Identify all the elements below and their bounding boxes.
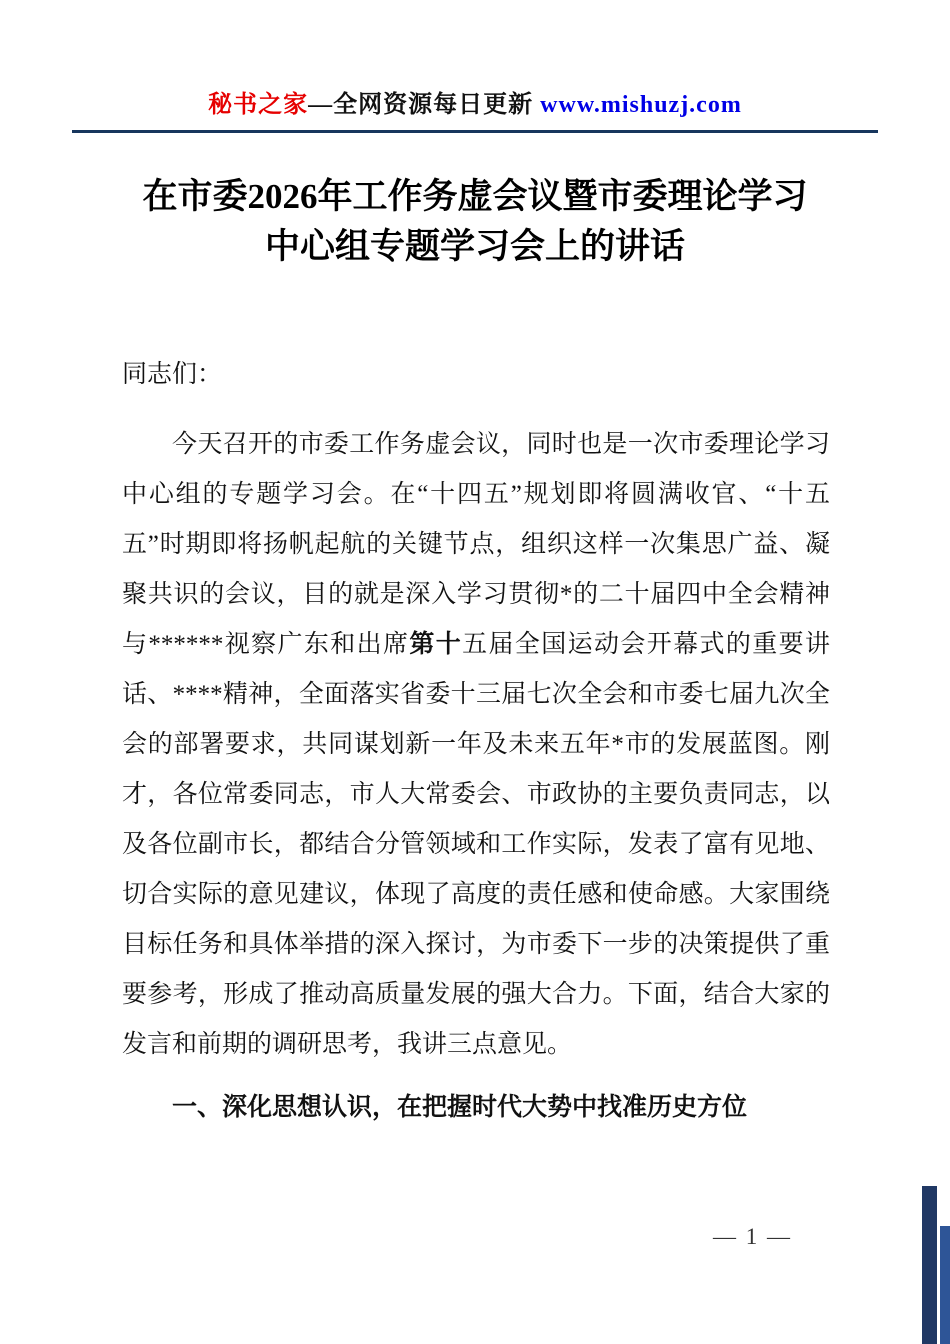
site-tagline: —全网资源每日更新 <box>308 92 541 118</box>
header-divider <box>72 130 878 133</box>
section-heading-1: 一、深化思想认识，在把握时代大势中找准历史方位 <box>172 1093 748 1121</box>
page-number: — 1 — <box>713 1224 792 1249</box>
paragraph-1-text-cont: 五届全国运动会开幕式的重要讲话、****精神，全面落实省委十三届七次全会和市委七届九次全会的部署要求，共同谋划新一年及未来五年*市的发展蓝图。刚才，各位常委同志，市人大常委会、市政协的主要负责同志，以及各位副市长，都结合分管领域和工作实际，发表了富有见地、切合实际的意见建议，体现了高度的责任感和使命感。大家围绕目标任务和具体举措的深入探讨，为市委下一步的决策提供了重要参考，形成了推动高质量发展的强大合力。下面，结合大家的发言和前期的调研思考，我讲三点意见。 <box>122 631 830 1058</box>
paragraph-1-bold-text: 第十 <box>409 631 463 658</box>
salutation: 同志们： <box>122 361 223 388</box>
paragraph-1-text: 今天召开的市委工作务虚会议，同时也是一次市委理论学习中心组的专题学习会。在“十四五”规划即将圆满收官、“十五五”时期即将扬帆起航的关键节点，组织这样一次集思广益、凝聚共识的会议，目的就是深入学习贯彻*的二十届四中全会精神与******视察广东和出席 <box>122 431 830 658</box>
right-decoration-bar-dark <box>922 1186 937 1344</box>
document-title-line2: 中心组专题学习会上的讲话 <box>264 227 685 266</box>
document-title-line1: 在市委2026年工作务虚会议暨市委理论学习 <box>142 177 808 216</box>
paragraph-1 <box>122 420 830 1070</box>
site-brand: 秘书之家 <box>208 92 309 118</box>
right-decoration-bar-light <box>940 1226 950 1344</box>
document-title <box>80 172 870 272</box>
site-header <box>0 84 950 119</box>
site-url-link[interactable]: www.mishuzj.com <box>540 92 742 118</box>
document-body <box>122 350 830 1132</box>
